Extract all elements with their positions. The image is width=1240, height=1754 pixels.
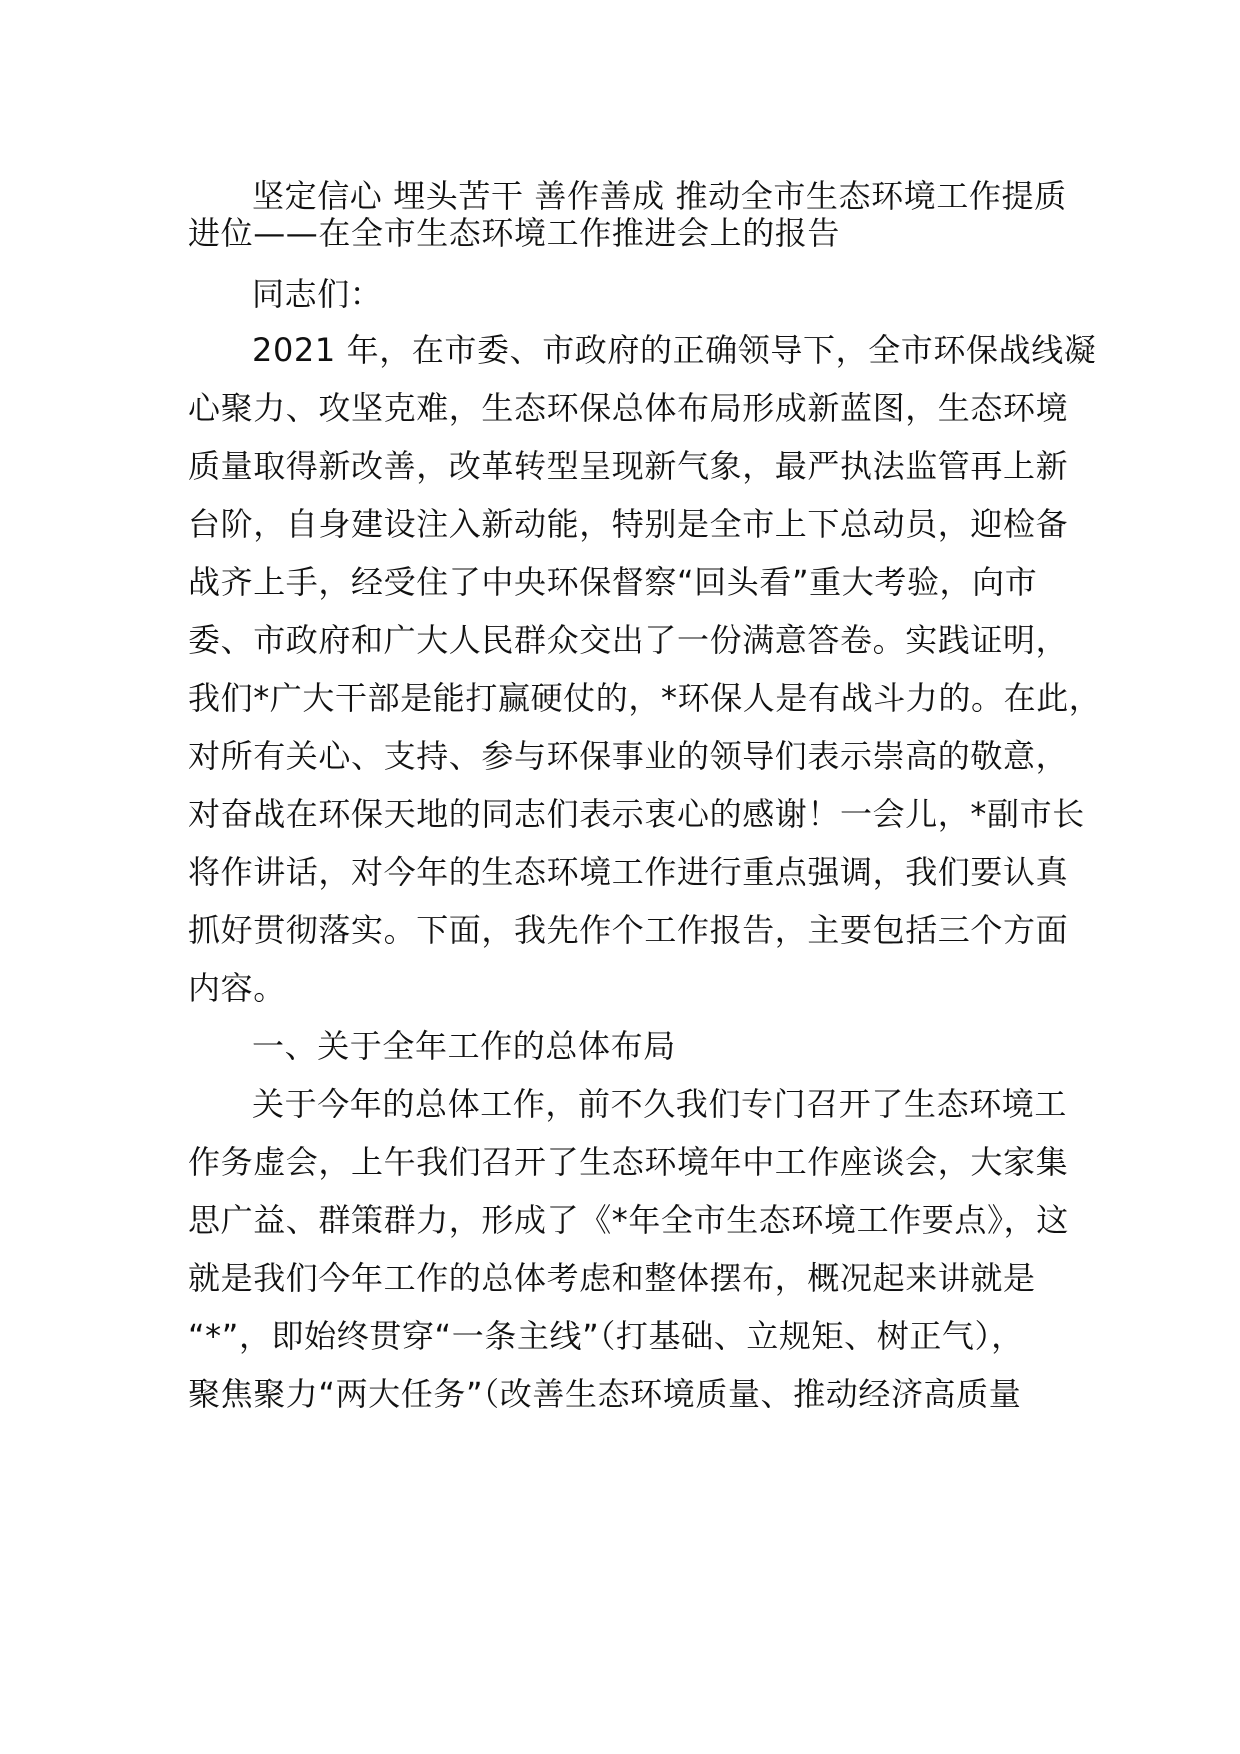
paragraph-1-line: 对所有关心、支持、参与环保事业的领导们表示崇高的敬意，: [188, 737, 1069, 775]
paragraph-2-line: “*”，即始终贯穿“一条主线”（打基础、立规矩、树正气），: [188, 1317, 1024, 1355]
paragraph-2-line: 思广益、群策群力，形成了《*年全市生态环境工作要点》，这: [188, 1201, 1069, 1239]
paragraph-2-line: 作务虚会，上午我们召开了生态环境年中工作座谈会，大家集: [188, 1143, 1069, 1181]
paragraph-1-line: 2021 年，在市委、市政府的正确领导下，全市环保战线凝: [252, 331, 1097, 369]
paragraph-1-line: 台阶，自身建设注入新动能，特别是全市上下总动员，迎检备: [188, 505, 1069, 543]
paragraph-1-line: 心聚力、攻坚克难，生态环保总体布局形成新蓝图，生态环境: [188, 389, 1069, 427]
paragraph-2-line: 关于今年的总体工作，前不久我们专门召开了生态环境工: [252, 1085, 1068, 1123]
section-1-heading: 一、关于全年工作的总体布局: [252, 1027, 676, 1065]
report-title-line-2: 进位——在全市生态环境工作推进会上的报告: [188, 214, 841, 252]
paragraph-1-line: 内容。: [188, 969, 286, 1007]
salutation: 同志们：: [252, 275, 383, 313]
paragraph-2-line: 聚焦聚力“两大任务”（改善生态环境质量、推动经济高质量: [188, 1375, 1022, 1413]
paragraph-1-line: 质量取得新改善，改革转型呈现新气象，最严执法监管再上新: [188, 447, 1069, 485]
paragraph-2-line: 就是我们今年工作的总体考虑和整体摆布，概况起来讲就是: [188, 1259, 1036, 1297]
paragraph-1-line: 战齐上手，经受住了中央环保督察“回头看”重大考验，向市: [188, 563, 1038, 601]
paragraph-1-line: 将作讲话，对今年的生态环境工作进行重点强调，我们要认真: [188, 853, 1069, 891]
paragraph-1-line: 抓好贯彻落实。下面，我先作个工作报告，主要包括三个方面: [188, 911, 1069, 949]
paragraph-1-line: 我们*广大干部是能打赢硬仗的，*环保人是有战斗力的。在此，: [188, 679, 1102, 717]
paragraph-1-line: 对奋战在环保天地的同志们表示衷心的感谢！一会儿，*副市长: [188, 795, 1085, 833]
paragraph-1-line: 委、市政府和广大人民群众交出了一份满意答卷。实践证明，: [188, 621, 1069, 659]
report-title-line-1: 坚定信心 埋头苦干 善作善成 推动全市生态环境工作提质: [252, 177, 1067, 215]
